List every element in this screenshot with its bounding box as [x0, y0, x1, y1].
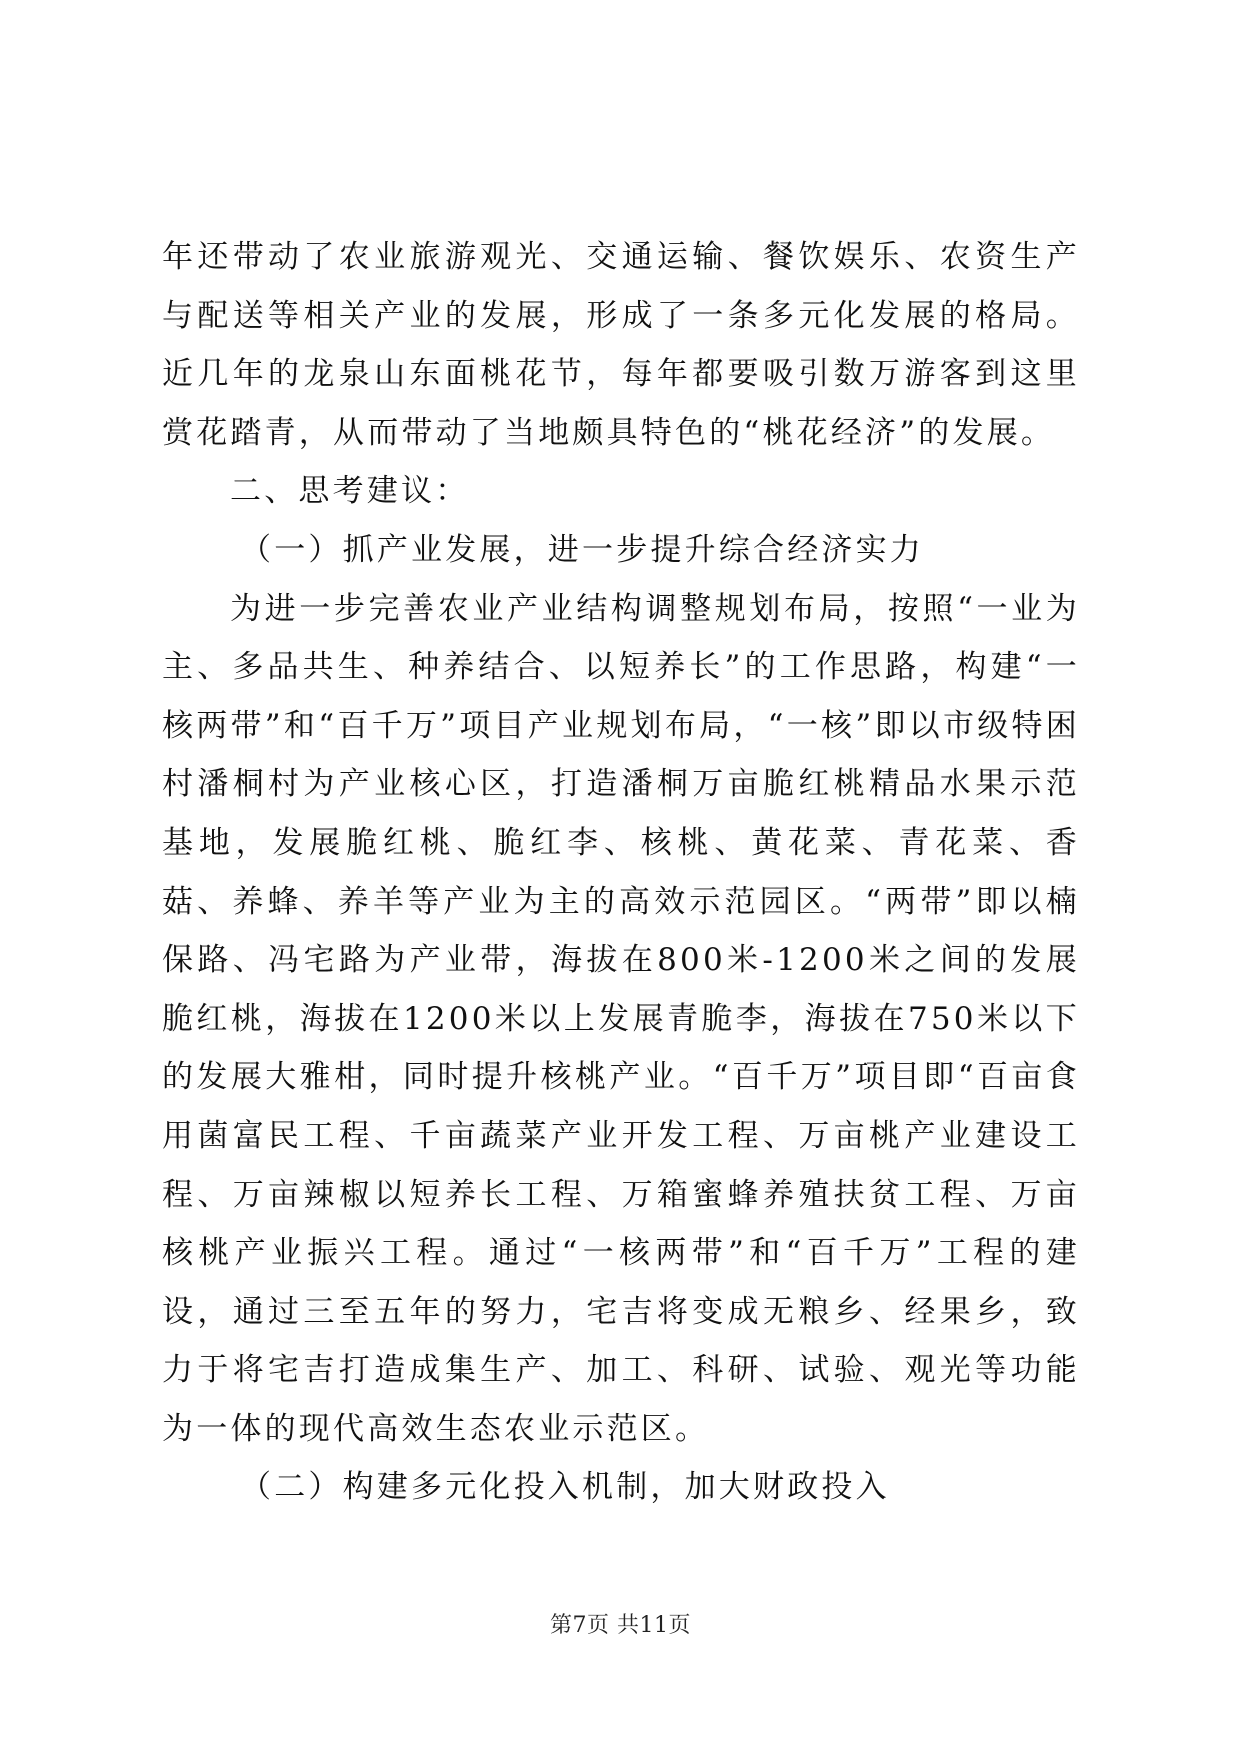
section-heading-thoughts-suggestions: 二、思考建议： — [230, 473, 470, 510]
page-number-footer: 第7页 共11页 — [550, 1613, 691, 1638]
subheading-industry-development: （一）抓产业发展，进一步提升综合经济实力 — [240, 531, 924, 568]
document-body — [162, 228, 1080, 1517]
subheading-investment-mechanism: （二）构建多元化投入机制，加大财政投入 — [240, 1469, 890, 1506]
paragraph-industry-plan: 为进一步完善农业产业结构调整规划布局，按照“一业为主、多品共生、种养结合、以短养长”的工作思路，构建“一核两带”和“百千万”项目产业规划布局，“一核”即以市级特困村潘桐村为产业核心区，打造潘桐万亩脆红桃精品水果示范基地，发展脆红桃、脆红李、核桃、黄花菜、青花菜、香菇、养蜂、养羊等产业为主的高效示范园区。“两带”即以楠保路、冯宅路为产业带，海拔在800米-1200米之间的发展脆红桃，海拔在1200米以上发展青脆李，海拔在750米以下的发展大雅柑，同时提升核桃产业。“百千万”项目即“百亩食用菌富民工程、千亩蔬菜产业开发工程、万亩桃产业建设工程、万亩辣椒以短养长工程、万箱蜜蜂养殖扶贫工程、万亩核桃产业振兴工程。通过“一核两带”和“百千万”工程的建设，通过三至五年的努力，宅吉将变成无粮乡、经果乡，致力于将宅吉打造成集生产、加工、科研、试验、观光等功能为一体的现代高效生态农业示范区。 — [162, 590, 1080, 1447]
paragraph-continued: 年还带动了农业旅游观光、交通运输、餐饮娱乐、农资生产与配送等相关产业的发展，形成了一条多元化发展的格局。近几年的龙泉山东面桃花节，每年都要吸引数万游客到这里赏花踏青，从而带动了当地颇具特色的“桃花经济”的发展。 — [162, 239, 1080, 451]
